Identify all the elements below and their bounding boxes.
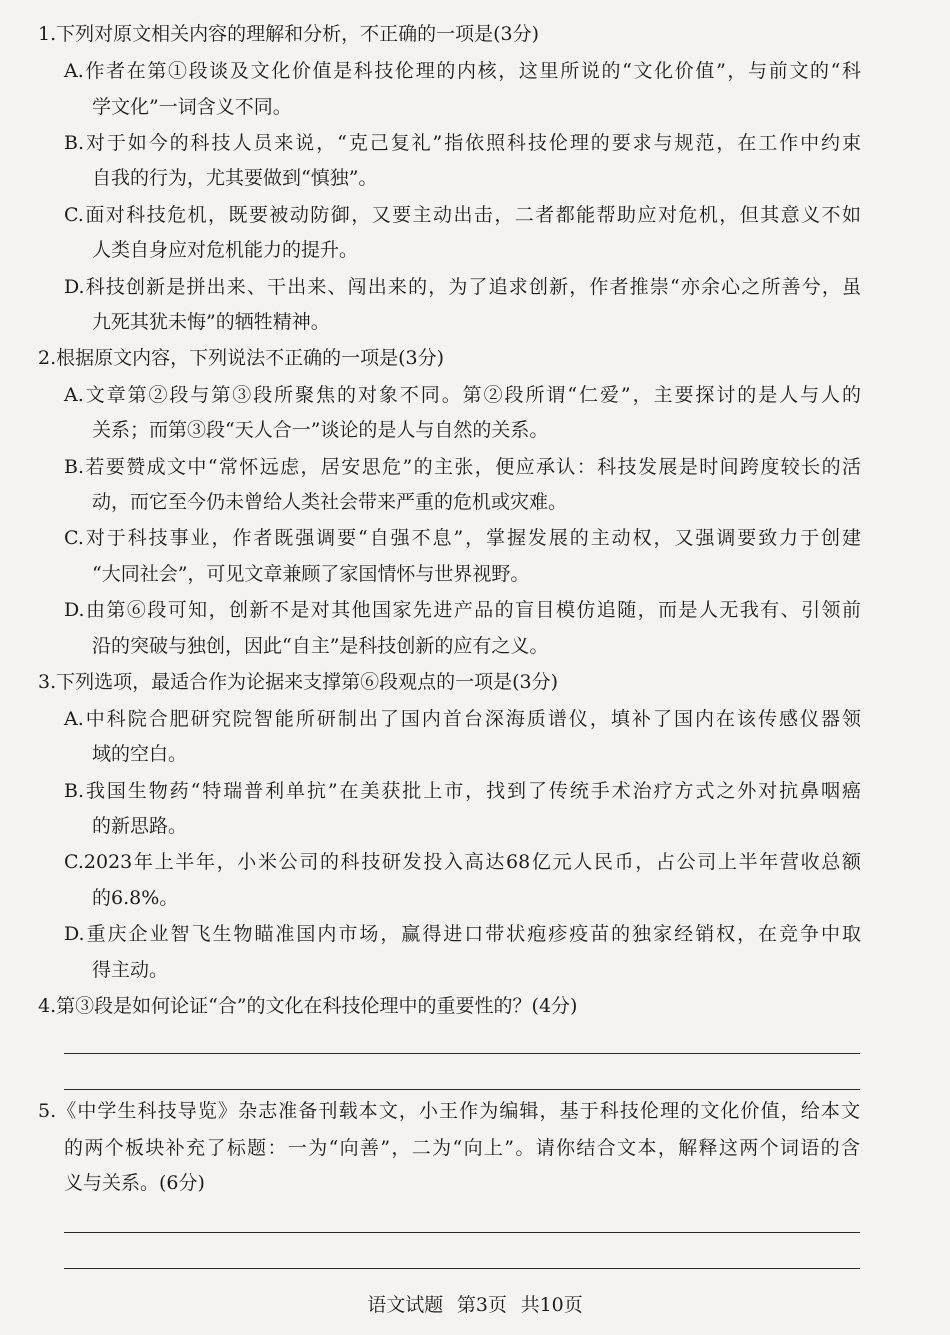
option-a-line-2: 域的空白。	[92, 743, 188, 765]
question-stem: 4.第③段是如何论证“合”的文化在科技伦理中的重要性的？(4分)	[38, 995, 578, 1017]
option-c-line-2: 人类自身应对危机能力的提升。	[92, 239, 359, 261]
question-stem-line-3: 义与关系。(6分)	[64, 1172, 205, 1194]
question-stem: 2.根据原文内容，下列说法不正确的一项是(3分)	[38, 347, 445, 369]
question-stem: 1.下列对原文相关内容的理解和分析，不正确的一项是(3分)	[38, 23, 540, 45]
option-a-line-2: 关系；而第③段“天人合一”谈论的是人与自然的关系。	[92, 419, 549, 441]
question-stem: 3.下列选项，最适合作为论据来支撑第⑥段观点的一项是(3分)	[38, 671, 559, 693]
option-c-line-1: C.2023年上半年，小米公司的科技研发投入高达68亿元人民币，占公司上半年营收总额	[64, 851, 861, 873]
option-d-line-2: 九死其犹未悔”的牺牲精神。	[92, 311, 330, 333]
option-a-line-1: A.文章第②段与第③段所聚焦的对象不同。第②段所谓“仁爱”，主要探讨的是人与人的	[64, 384, 861, 406]
option-b-line-1: B.我国生物药“特瑞普利单抗”在美获批上市，找到了传统手术治疗方式之外对抗鼻咽癌	[64, 780, 861, 802]
option-d-line-1: D.科技创新是拼出来、干出来、闯出来的，为了追求创新，作者推崇“亦余心之所善兮，虽	[64, 276, 861, 298]
option-a-line-1: A.作者在第①段谈及文化价值是科技伦理的内核，这里所说的“文化价值”，与前文的“科	[64, 60, 861, 82]
option-b-line-2: 的新思路。	[92, 815, 188, 837]
option-b-line-2: 自我的行为，尤其要做到“慎独”。	[92, 167, 378, 189]
answer-line[interactable]	[64, 1268, 860, 1269]
option-a-line-1: A.中科院合肥研究院智能所研制出了国内首台深海质谱仪，填补了国内在该传感仪器领	[64, 708, 861, 730]
answer-line[interactable]	[64, 1053, 860, 1054]
question-stem-line-2: 的两个板块补充了标题：一为“向善”，二为“向上”。请你结合文本，解释这两个词语的含	[64, 1137, 860, 1159]
question-stem-line-1: 5.《中学生科技导览》杂志准备刊载本文，小王作为编辑，基于科技伦理的文化价值，给本文	[38, 1100, 860, 1122]
option-c-line-2: 的6.8%。	[92, 887, 179, 909]
option-c-line-2: “大同社会”，可见文章兼顾了家国情怀与世界视野。	[92, 563, 530, 585]
option-d-line-1: D.由第⑥段可知，创新不是对其他国家先进产品的盲目模仿追随，而是人无我有、引领前	[64, 599, 861, 621]
page-footer: 语文试题 第3页 共10页	[367, 1294, 583, 1316]
answer-line[interactable]	[64, 1232, 860, 1233]
option-b-line-2: 动，而它至今仍未曾给人类社会带来严重的危机或灾难。	[92, 491, 568, 513]
option-c-line-1: C.面对科技危机，既要被动防御，又要主动出击，二者都能帮助应对危机，但其意义不如	[64, 204, 861, 226]
option-d-line-1: D.重庆企业智飞生物瞄准国内市场，赢得进口带状疱疹疫苗的独家经销权，在竞争中取	[64, 923, 861, 945]
option-b-line-1: B.对于如今的科技人员来说，“克己复礼”指依照科技伦理的要求与规范，在工作中约束	[64, 132, 861, 154]
option-d-line-2: 得主动。	[92, 959, 169, 981]
option-c-line-1: C.对于科技事业，作者既强调要“自强不息”，掌握发展的主动权，又强调要致力于创建	[64, 527, 861, 549]
option-d-line-2: 沿的突破与独创，因此“自主”是科技创新的应有之义。	[92, 635, 549, 657]
option-a-line-2: 学文化”一词含义不同。	[92, 96, 292, 118]
option-b-line-1: B.若要赞成文中“常怀远虑，居安思危”的主张，便应承认：科技发展是时间跨度较长的活	[64, 456, 861, 478]
answer-line[interactable]	[64, 1089, 860, 1090]
